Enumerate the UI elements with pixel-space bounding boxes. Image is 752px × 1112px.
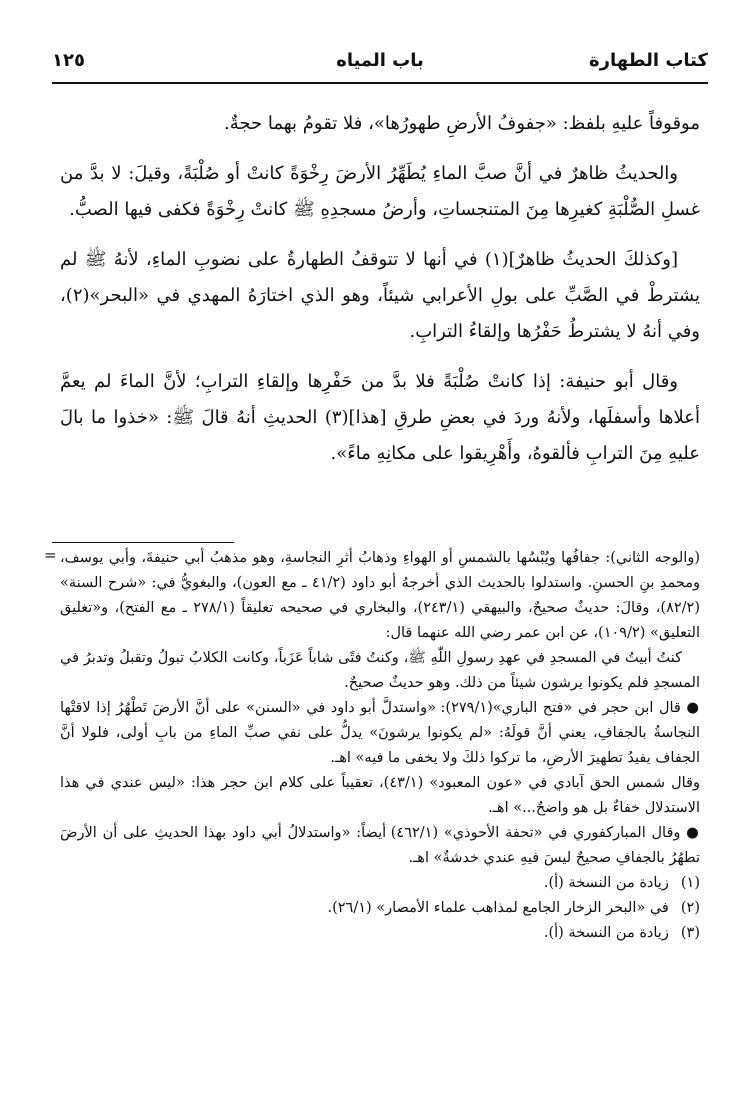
book-title: كتاب الطهارة (588, 50, 708, 71)
footnote-text: زيادة من النسخة (أ). (543, 875, 669, 891)
continuation-marker: = (44, 546, 57, 564)
footnote-item (60, 896, 700, 921)
hadith-quote: كنتُ أبيتُ في المسجدِ في عهدِ رسولِ اللّٰهِ ﷺ، وكنتُ فتًى شاباً عَزَباً، وكانت الكلابُ تبولُ وتقبلُ وتدبرُ في المسجدِ فلم يكونوا يرشون شيئاً من ذلك. وهو حديثٌ صحيحٌ. (60, 650, 700, 691)
footnote-number: (٢) (680, 900, 700, 916)
footnote-number: (٣) (680, 925, 700, 941)
paragraph: والحديثُ ظاهرٌ في أنَّ صبَّ الماءِ يُطَهِّرُ الأرضَ رِخْوَةً كانتْ أو صُلْبَةً، وقيلَ: لا بدَّ من غسلِ الصُّلْبَةِ كغيرِها مِنَ المتنجساتِ، وأرضُ مسجدِهِ ﷺ كانتْ رِخْوَةً فكفى فيها الصبُّ. (60, 163, 700, 220)
footnote-list (60, 871, 700, 946)
note-paragraph: وقال شمس الحق آبادي في «عون المعبود» (٤٣/١)، تعقيباً على كلام ابن حجر هذا: «ليس عندي في هذا الاستدلال خفاءٌ بل هو واضحٌ...» اهـ. (60, 775, 700, 816)
page-number: ١٢٥ (52, 50, 85, 71)
chapter-title: باب المياه (336, 50, 424, 71)
note-paragraph: ● وقال المباركفوري في «تحفة الأحوذي» (٤٦٢/١) أيضاً: «واستدلالُ أبي داود بهذا الحديثِ على أن الأرضَ تطهُرُ بالجفافِ صحيحٌ ليسَ فيهِ عندي خدشةٌ» اهـ. (60, 825, 700, 866)
footnote-text: في «البحر الزخار الجامع لمذاهب علماء الأمصار» (٢٦/١). (327, 900, 669, 916)
paragraph: [وكذلكَ الحديثُ ظاهرٌ](١) في أنها لا تتوقفُ الطهارةُ على نضوبِ الماءِ، لأنهُ ﷺ لم يشترطْ في الصَّبِّ على بولِ الأعرابي شيئاً، وهو الذي اختارَهُ المهدي في «البحر»(٢)، وفي أنهُ لا يشترطُ حَفْرُها وإلقاءُ الترابِ. (60, 249, 700, 342)
footnote-separator (52, 542, 234, 543)
running-header (52, 44, 708, 78)
paragraph: موقوفاً عليهِ بلفظ: «جفوفُ الأرضِ طهورُها»، فلا تقومُ بهما حجةٌ. (224, 113, 700, 134)
paragraph: وقال أبو حنيفة: إذا كانتْ صُلْبَةً فلا بدَّ من حَفْرِها وإلقاءِ الترابِ؛ لأنَّ الماءَ لم يعمَّ أعلاها وأسفلَها، ولأنهُ وردَ في بعضِ طرقِ [هذا](٣) الحديثِ أنهُ قالَ ﷺ: «خذوا ما بالَ عليهِ مِنَ الترابِ فألقوهُ، وأَهْرِيقوا على مكانِهِ ماءً». (60, 371, 700, 464)
footnote-number: (١) (680, 875, 700, 891)
footnote-item (60, 921, 700, 946)
footnote-text: زيادة من النسخة (أ). (543, 925, 669, 941)
note-paragraph: ● قال ابن حجر في «فتح الباري»(٢٧٩/١): «واستدلَّ أبو داود في «السنن» على أنَّ الأرضَ تَطْهُرُ إذا لاقتْها النجاسةُ بالجفافِ، يعني أنَّ قولَهُ: «لم يكونوا يرشونَ» يدلُّ على نفي صبِّ الماءِ من بابِ أولى، فلولا أنَّ الجفاف يفيدُ تطهيرَ الأرضِ، ما تركوا ذلكَ ولا يخفى ما فيه» اهـ. (60, 700, 700, 766)
footnotes-area (60, 546, 700, 946)
header-rule (52, 82, 708, 84)
main-text (60, 106, 700, 486)
note-paragraph: (والوجه الثاني): جفافُها ويُبْسُها بالشمسِ أو الهواءِ وذهابُ أثرِ النجاسةِ، وهو مذهبُ أبي حنيفةَ، وأبي يوسف، ومحمدِ بنِ الحسنِ. واستدلوا بالحديث الذي أخرجهُ أبو داود (٤١/٢ ـ مع العون)، والبغويُّ في: «شرح السنة» (٨٢/٢)، وقالَ: حديثٌ صحيحٌ، والبيهقي (٢٤٣/١)، والبخاري في صحيحه تعليقاً (٢٧٨/١ ـ مع الفتح)، و«تغليق التعليق» (١٠٩/٢)، عن ابن عمر رضي الله عنهما قال: (60, 550, 700, 641)
footnote-item (60, 871, 700, 896)
